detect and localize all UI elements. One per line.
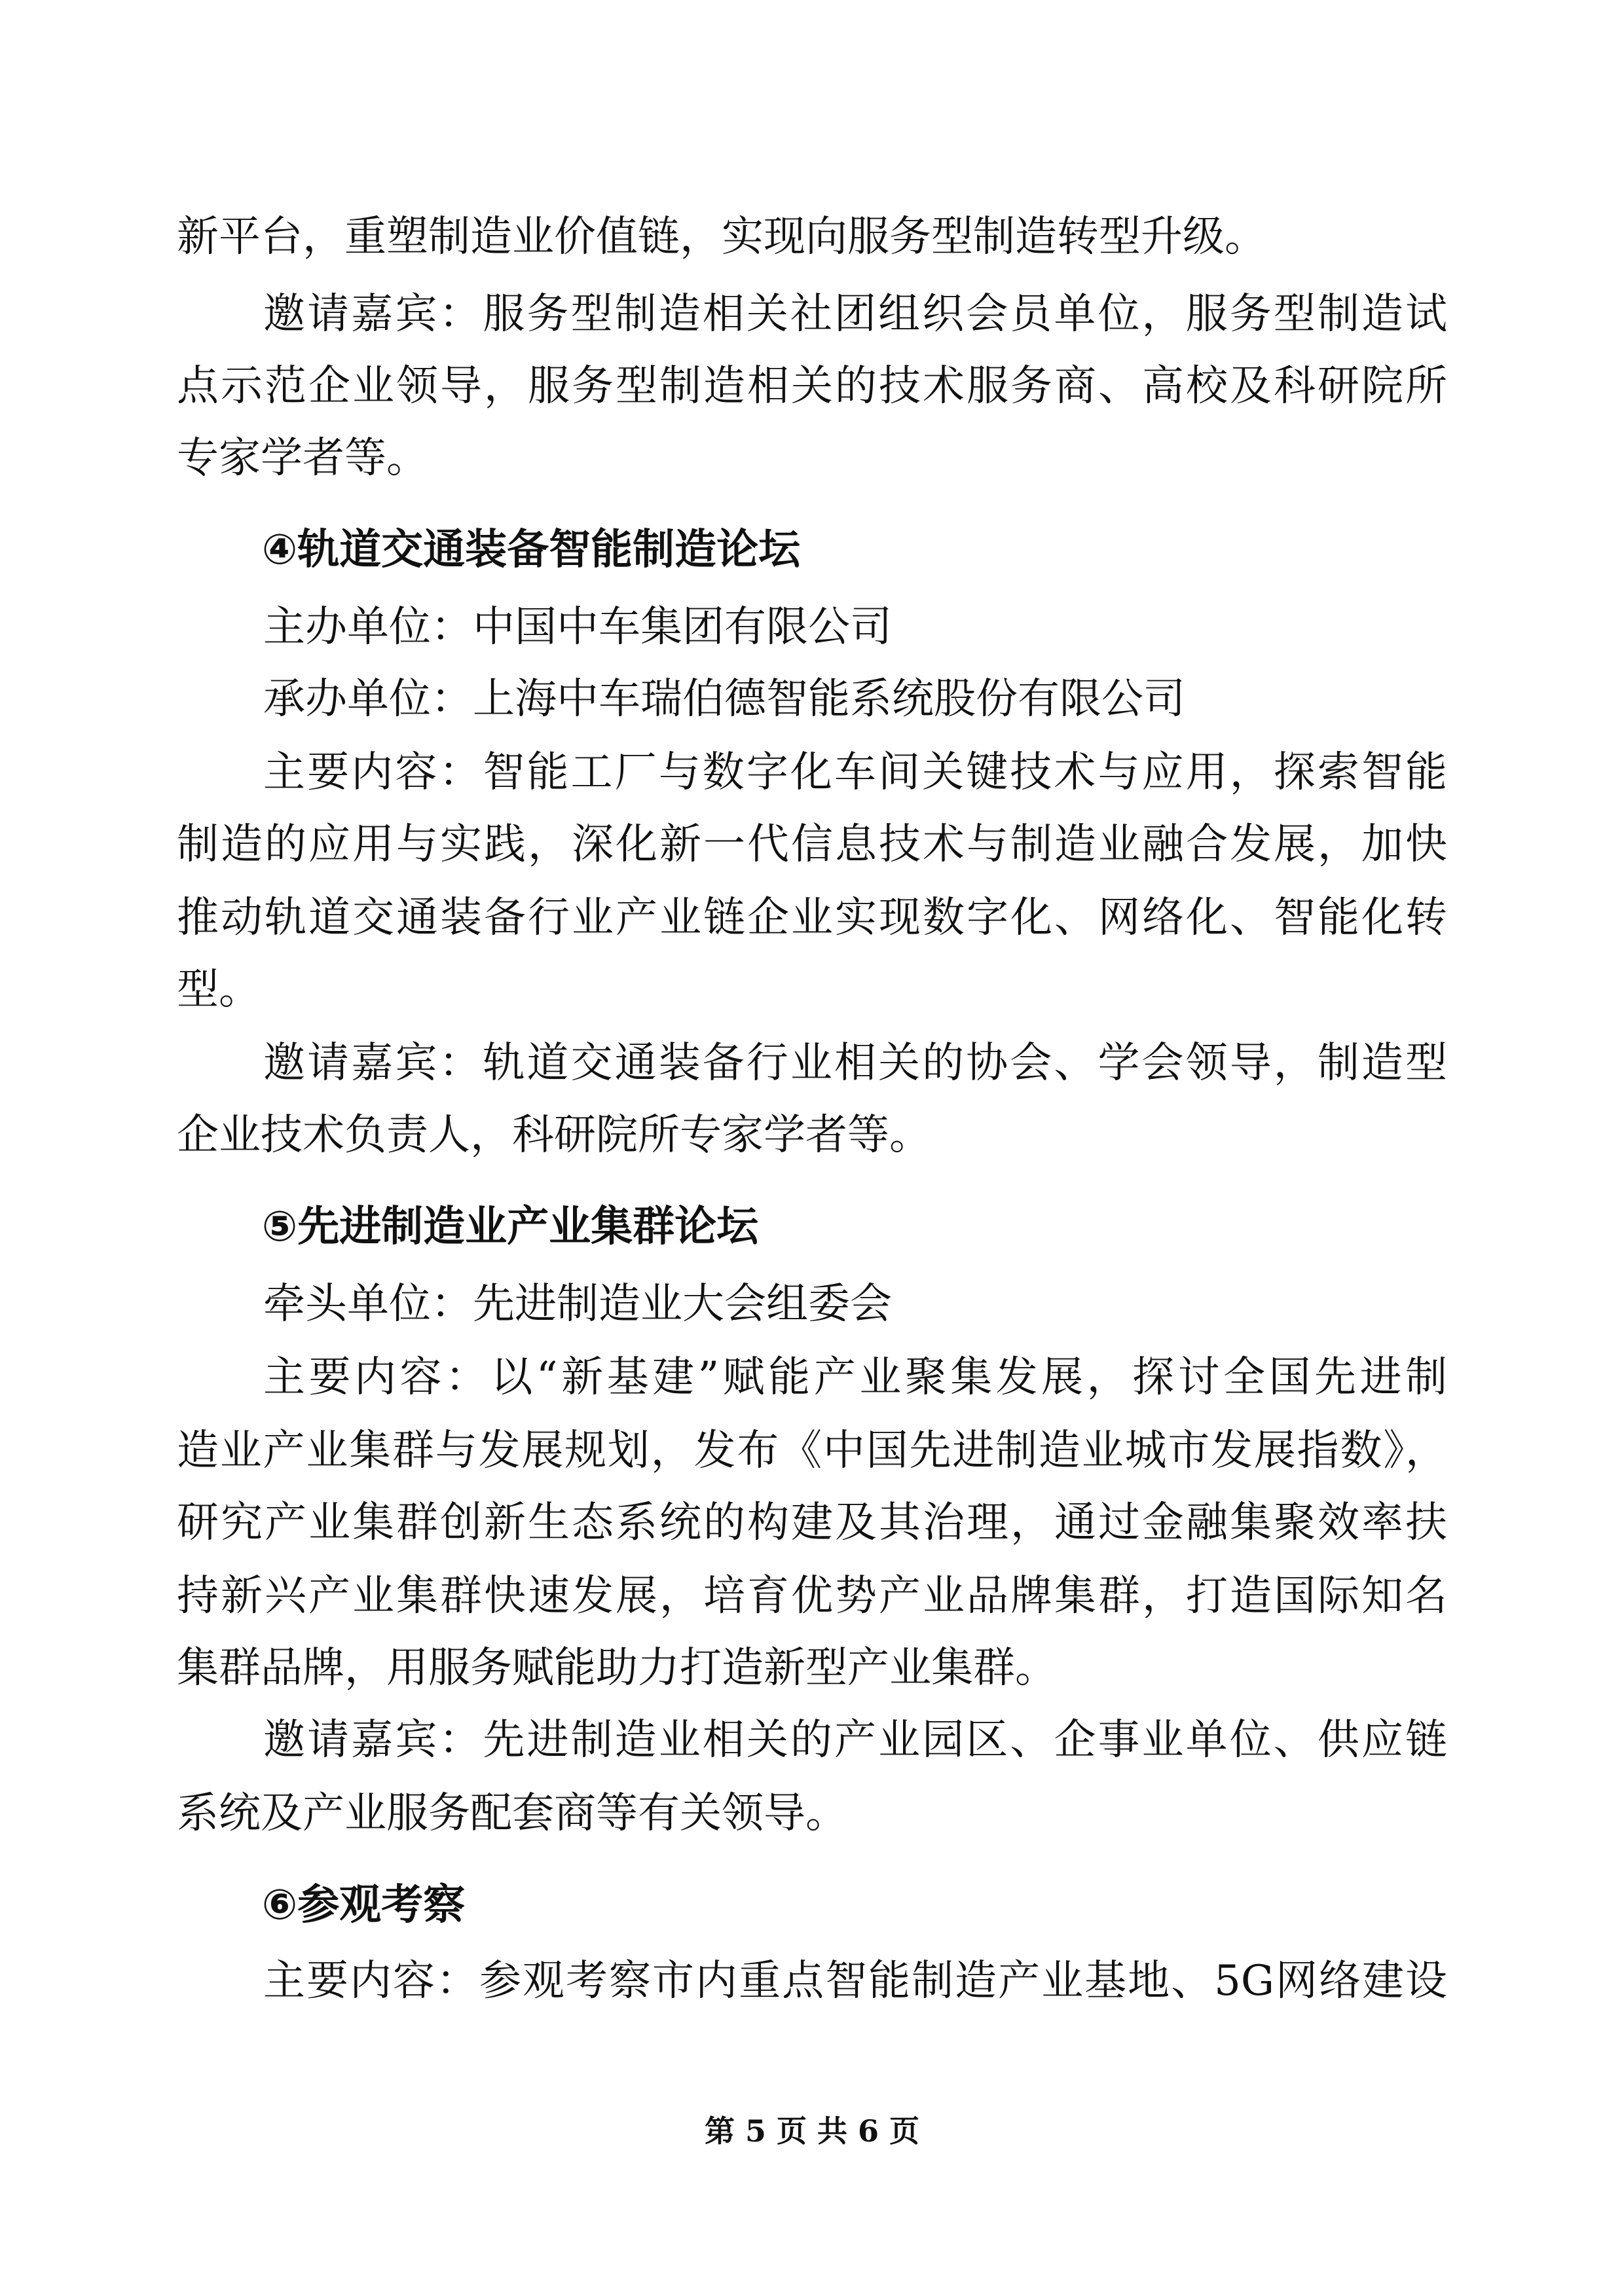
body-line: 集群品牌，用服务赋能助力打造新型产业集群。 <box>177 1644 1057 1692</box>
paragraph-first-line: 邀请嘉宾：服务型制造相关社团组织会员单位，服务型制造试 <box>263 290 1447 338</box>
body-line: 企业技术负责人，科研院所专家学者等。 <box>177 1111 931 1159</box>
paragraph-first-line: 邀请嘉宾：先进制造业相关的产业园区、企事业单位、供应链 <box>263 1716 1447 1764</box>
body-line: 系统及产业服务配套商等有关领导。 <box>177 1789 847 1838</box>
body-line: 专家学者等。 <box>177 434 428 483</box>
paragraph-first-line: 邀请嘉宾：轨道交通装备行业相关的协会、学会领导，制造型 <box>263 1039 1447 1087</box>
paragraph-first-line: 主要内容：以“新基建”赋能产业聚集发展，探讨全国先进制 <box>263 1353 1447 1402</box>
body-line: 推动轨道交通装备行业产业链企业实现数字化、网络化、智能化转 <box>177 894 1447 942</box>
page-footer: 第 5 页 共 6 页 <box>704 2113 920 2149</box>
section-heading: ⑥参观考察 <box>262 1881 466 1929</box>
body-line: 制造的应用与实践，深化新一代信息技术与制造业融合发展，加快 <box>177 820 1447 869</box>
section-heading: ⑤先进制造业产业集群论坛 <box>262 1203 759 1251</box>
body-line: 主办单位：中国中车集团有限公司 <box>263 603 892 651</box>
paragraph-first-line: 主要内容：智能工厂与数字化车间关键技术与应用，探索智能 <box>263 748 1447 797</box>
body-line: 点示范企业领导，服务型制造相关的技术服务商、高校及科研院所 <box>177 362 1447 410</box>
section-heading: ④轨道交通装备智能制造论坛 <box>262 526 801 574</box>
body-line: 持新兴产业集群快速发展，培育优势产业品牌集群，打造国际知名 <box>177 1572 1447 1620</box>
body-line: 型。 <box>177 966 261 1014</box>
paragraph-first-line: 主要内容：参观考察市内重点智能制造产业基地、5G网络建设 <box>263 1957 1447 2005</box>
body-line: 造业产业集群与发展规划，发布《中国先进制造业城市发展指数》， <box>177 1427 1447 1475</box>
body-line: 新平台，重塑制造业价值链，实现向服务型制造转型升级。 <box>177 213 1266 261</box>
body-line: 牵头单位：先进制造业大会组委会 <box>263 1280 892 1328</box>
body-line: 研究产业集群创新生态系统的构建及其治理，通过金融集聚效率扶 <box>177 1499 1447 1547</box>
body-line: 承办单位：上海中车瑞伯德智能系统股份有限公司 <box>263 675 1185 723</box>
